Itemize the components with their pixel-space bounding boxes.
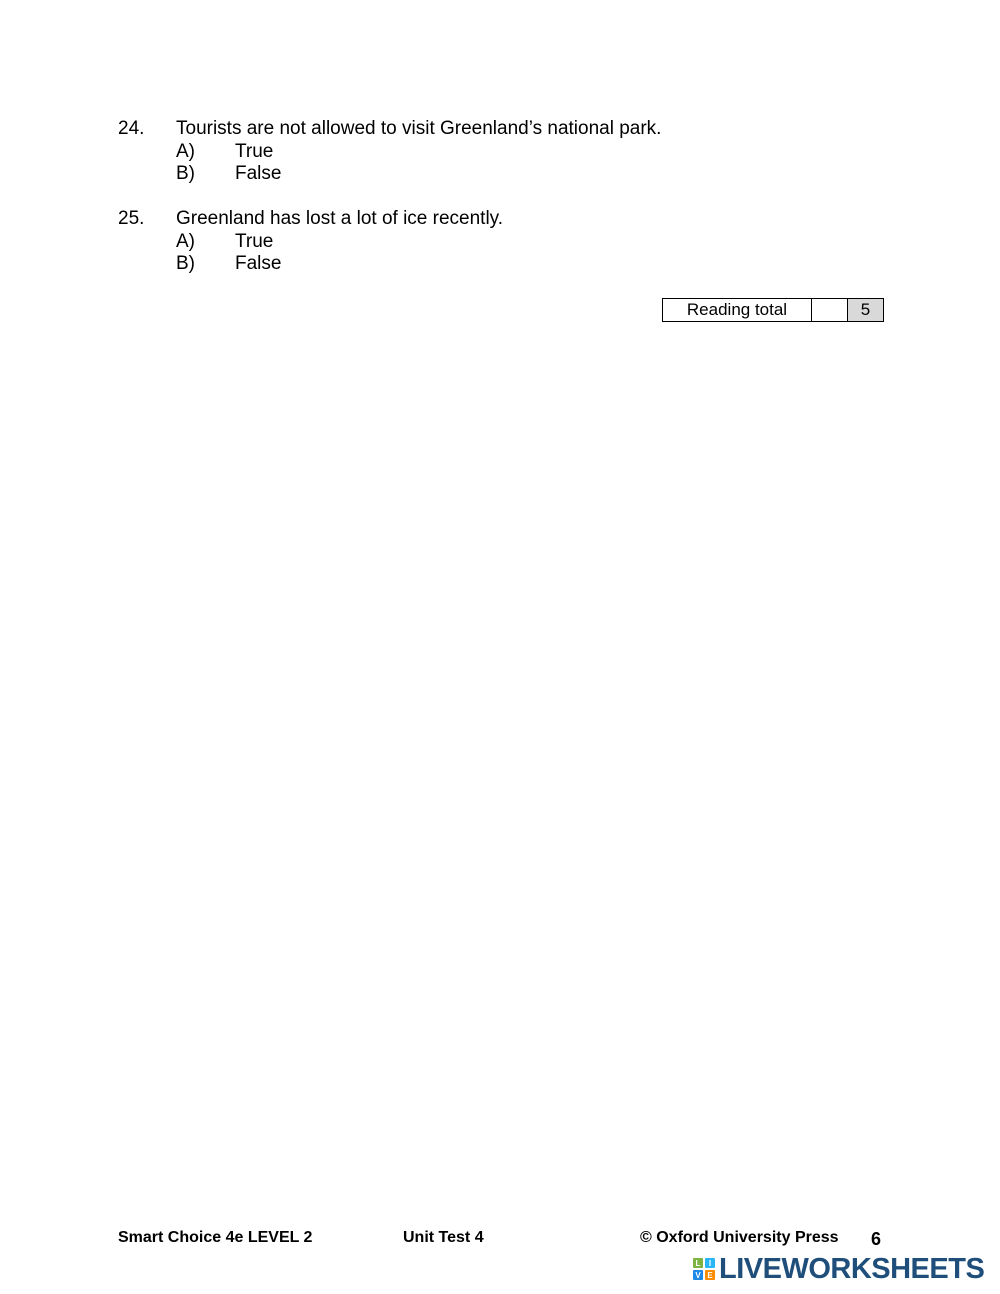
question-stem — [118, 208, 503, 231]
question-stem — [118, 118, 661, 141]
logo-mark-cell: V — [693, 1270, 703, 1280]
option-text: False — [235, 163, 282, 184]
answer-option-b[interactable] — [118, 163, 661, 186]
page-number: 6 — [871, 1229, 882, 1249]
reading-total-label: Reading total — [663, 299, 812, 321]
footer-course: Smart Choice 4e LEVEL 2 — [118, 1229, 313, 1246]
answer-option-a[interactable] — [118, 141, 661, 164]
option-text: False — [235, 253, 282, 274]
option-letter: B) — [176, 253, 195, 274]
option-text: True — [235, 140, 274, 162]
question-number: 24. — [118, 118, 145, 139]
question-25 — [118, 208, 503, 276]
reading-total-max: 5 — [848, 299, 883, 321]
option-letter: A) — [176, 230, 195, 252]
answer-option-a[interactable] — [118, 231, 503, 254]
option-letter: A) — [176, 140, 195, 162]
question-text: Tourists are not allowed to visit Greenland’s national park. — [176, 118, 662, 139]
reading-total-box — [662, 298, 884, 322]
liveworksheets-logo[interactable] — [693, 1254, 984, 1284]
logo-mark-icon — [693, 1258, 715, 1280]
footer-publisher: © Oxford University Press — [640, 1229, 839, 1246]
option-letter: B) — [176, 163, 195, 184]
option-text: True — [235, 230, 274, 252]
question-text: Greenland has lost a lot of ice recently. — [176, 208, 504, 229]
logo-mark-cell: L — [693, 1258, 703, 1268]
logo-mark-cell: E — [705, 1270, 715, 1280]
logo-mark-cell: I — [705, 1258, 715, 1268]
reading-total-score-field[interactable] — [812, 299, 848, 321]
footer-unit: Unit Test 4 — [403, 1229, 484, 1246]
question-24 — [118, 118, 661, 186]
question-number: 25. — [118, 208, 145, 229]
logo-text: LIVEWORKSHEETS — [719, 1253, 985, 1285]
answer-option-b[interactable] — [118, 253, 503, 276]
